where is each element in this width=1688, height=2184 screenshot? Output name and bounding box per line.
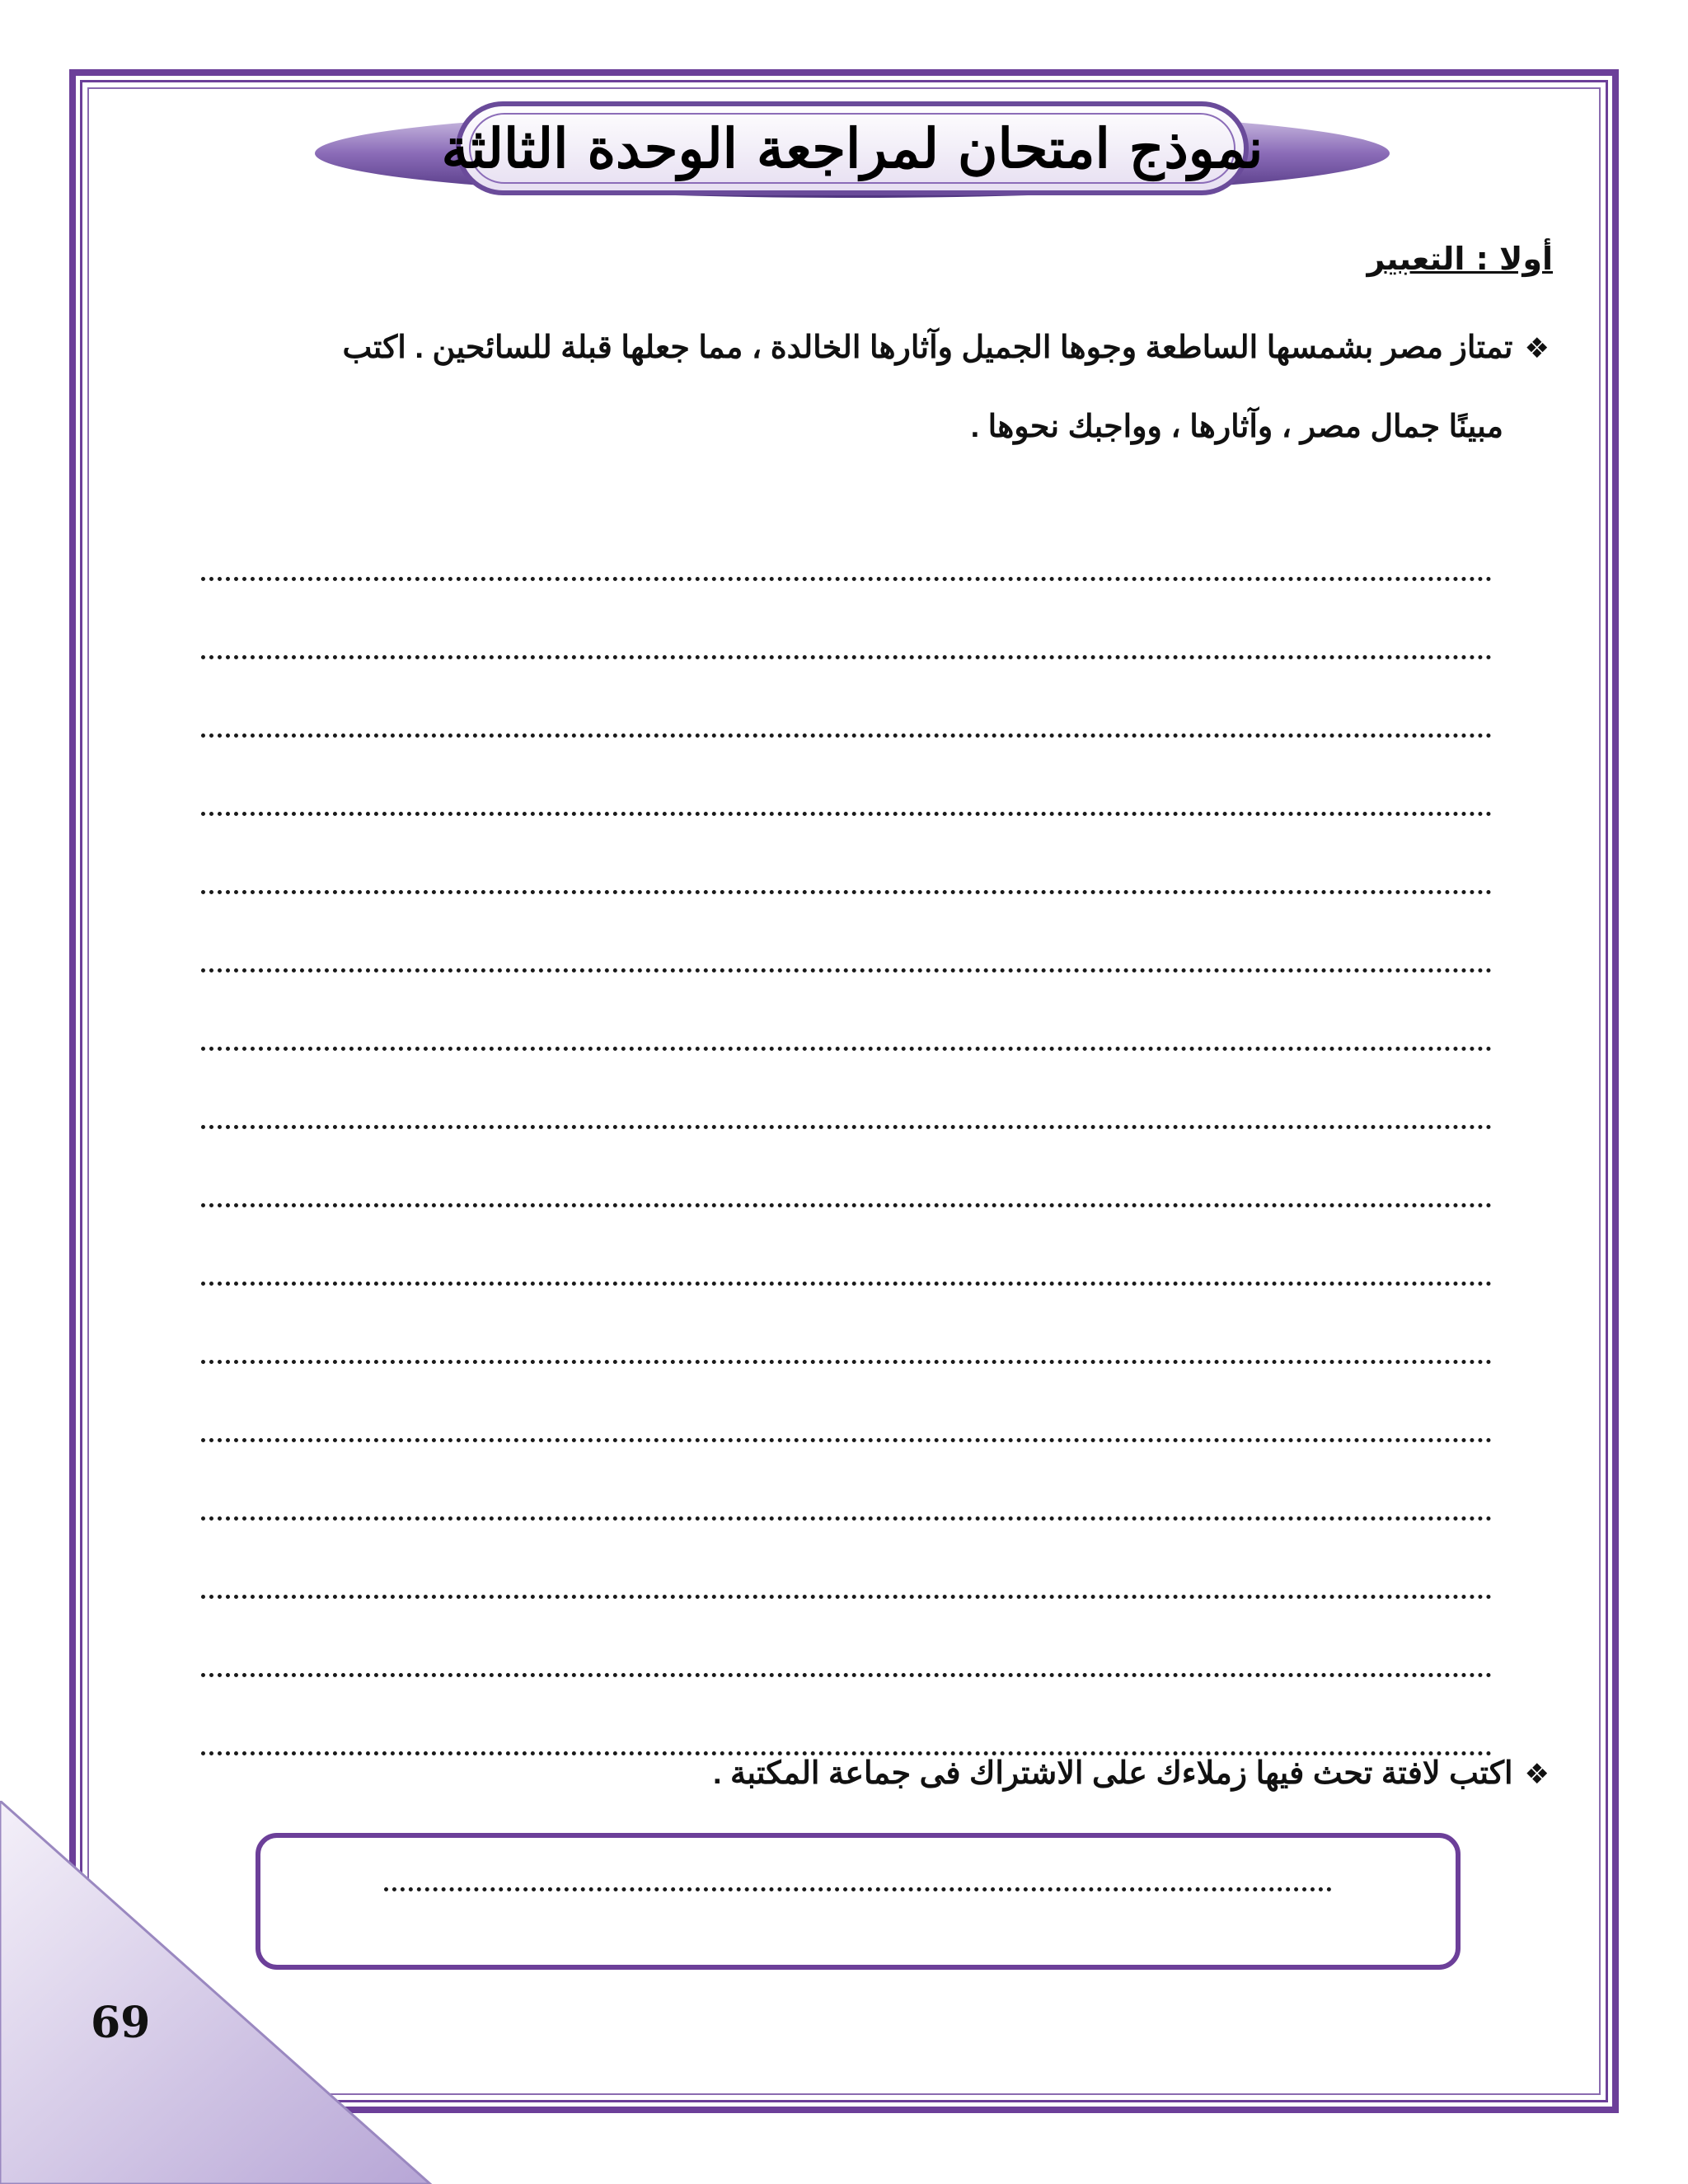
- corner-decoration: [0, 1801, 437, 2184]
- answer-line[interactable]: [201, 1129, 1492, 1207]
- answer-line[interactable]: [201, 503, 1492, 581]
- answer-line[interactable]: [201, 1442, 1492, 1521]
- answer-line[interactable]: [201, 581, 1492, 659]
- answer-line[interactable]: [201, 1364, 1492, 1442]
- question-1: [132, 330, 1550, 446]
- question-1-line-2: مبينًا جمال مصر ، وآثارها ، وواجبك نحوها .: [970, 409, 1503, 444]
- question-1-text-1: تمتاز مصر بشمسها الساطعة وجوها الجميل وآثارها الخالدة ، مما جعلها قبلة للسائحين . اكتب: [342, 330, 1513, 365]
- question-1-line-1: [132, 330, 1550, 368]
- question-2: [132, 1755, 1550, 1793]
- answer-line[interactable]: [201, 1599, 1492, 1677]
- answer-line[interactable]: [201, 1286, 1492, 1364]
- page-title: نموذج امتحان لمراجعة الوحدة الثالثة: [441, 116, 1264, 180]
- answer-line[interactable]: [201, 1207, 1492, 1286]
- answer-line[interactable]: [201, 816, 1492, 894]
- page-number: 69: [91, 1998, 151, 2048]
- title-banner: [312, 97, 1393, 199]
- bullet-icon: ❖: [1524, 332, 1550, 365]
- answer-line[interactable]: [201, 1677, 1492, 1755]
- answer-lines: [201, 503, 1492, 1755]
- question-2-text: اكتب لافتة تحث فيها زملاءك على الاشتراك فى جماعة المكتبة .: [712, 1756, 1513, 1791]
- section-heading: أولا : التعبير: [1367, 241, 1553, 277]
- answer-line[interactable]: [201, 894, 1492, 972]
- slogan-answer-line[interactable]: [384, 1887, 1332, 1891]
- answer-line[interactable]: [201, 738, 1492, 816]
- answer-line[interactable]: [201, 972, 1492, 1051]
- answer-line[interactable]: [201, 1521, 1492, 1599]
- bullet-icon: ❖: [1524, 1758, 1550, 1791]
- answer-line[interactable]: [201, 1051, 1492, 1129]
- answer-line[interactable]: [201, 659, 1492, 738]
